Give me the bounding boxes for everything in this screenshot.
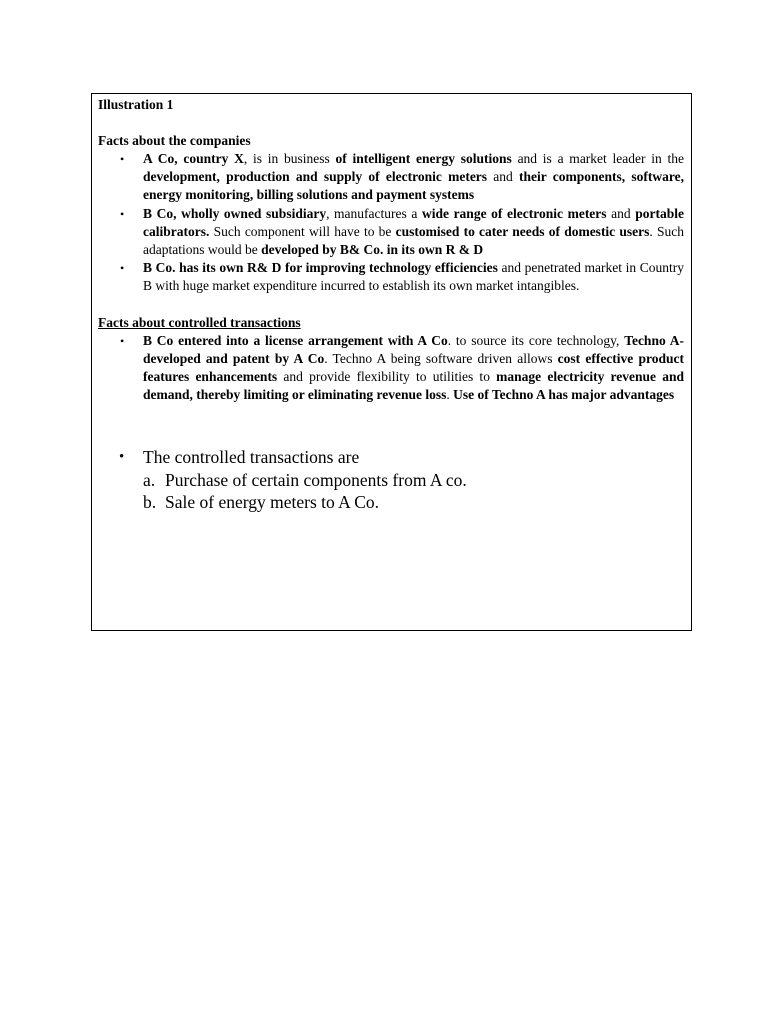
text: Such component will have to be: [209, 223, 396, 239]
summary-item-a: [98, 469, 684, 492]
item-marker: b.: [143, 492, 157, 513]
bold-text: A Co, country X: [143, 151, 244, 166]
text: and provide flexibility to utilities to: [277, 369, 497, 385]
bold-text: wide range of electronic meters: [421, 205, 607, 221]
text: and is a market leader in the: [511, 151, 685, 166]
controlled-transactions-fact-list: [98, 332, 684, 405]
text: , manufactures a: [326, 205, 422, 221]
text: and penetrated market in Country B with huge market expenditure incurred to establish its own market intangibles.: [143, 260, 684, 294]
summary-bullet-row: [98, 446, 684, 469]
text: . Techno A being software driven allows: [324, 350, 558, 366]
item-text: Purchase of certain components from A co.: [165, 469, 467, 490]
bold-text: Use of Techno A has major advantages: [453, 387, 675, 403]
bold-text: development, production and supply of electronic meters: [143, 169, 488, 185]
illustration-title: Illustration 1: [98, 97, 174, 112]
bold-text: manage electricity revenue and demand, thereby limiting or eliminating revenue loss: [143, 369, 684, 403]
text: and: [606, 205, 636, 221]
text: . Such adaptations would be: [143, 223, 684, 258]
fact-item: [98, 259, 684, 295]
bold-text: B Co, wholly owned subsidiary: [143, 205, 327, 221]
summary-bullet-text: The controlled transactions are: [143, 447, 360, 468]
spacer: [98, 114, 684, 132]
fact-item: [98, 150, 684, 205]
bold-text: cost effective product features enhancements: [143, 350, 684, 385]
item-text: Sale of energy meters to A Co.: [165, 492, 380, 513]
companies-fact-list: [98, 150, 684, 296]
fact-item: [98, 332, 684, 405]
fact-item: [98, 205, 684, 260]
bold-text: B Co. has its own R& D for improving technology efficiencies: [143, 260, 498, 276]
text: .: [446, 387, 454, 403]
text: . to source its core technology,: [447, 332, 625, 348]
bold-text: of intelligent energy solutions: [335, 151, 512, 166]
spacer: [98, 296, 684, 314]
controlled-transactions-summary: [98, 446, 684, 514]
bullet-icon: •: [120, 206, 125, 221]
bold-text: B Co entered into a license arrangement with A Co: [143, 332, 448, 348]
bullet-icon: •: [119, 449, 125, 466]
illustration-box: [91, 93, 692, 631]
summary-item-b: [98, 491, 684, 514]
item-marker: a.: [143, 469, 156, 490]
bold-text: Techno A- developed and patent by A Co: [143, 332, 685, 366]
bold-text: portable calibrators.: [143, 205, 685, 239]
bullet-icon: •: [120, 333, 125, 348]
bold-text: customised to cater needs of domestic users: [395, 223, 650, 239]
text: , is in business: [243, 151, 336, 166]
bold-text: their components, software, energy monitoring, billing solutions and payment systems: [143, 169, 685, 203]
section-heading-companies: Facts about the companies: [98, 133, 251, 148]
bullet-icon: •: [120, 152, 125, 166]
text: and: [487, 169, 520, 185]
section-heading-controlled-transactions: Facts about controlled transactions: [98, 314, 301, 330]
bold-text: developed by B& Co. in its own R & D: [261, 242, 484, 258]
bullet-icon: •: [120, 261, 125, 276]
